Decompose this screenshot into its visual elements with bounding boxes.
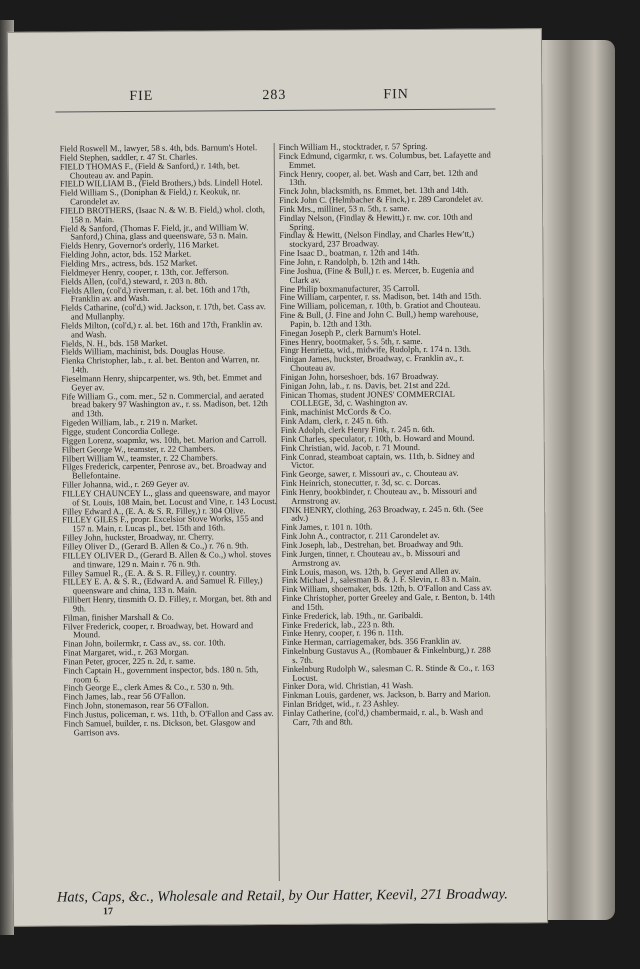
directory-entry: Fink Louis, mason, ws. 12th, b. Geyer and Allen av. [281,565,461,577]
directory-entry: Filges Frederick, carpenter, Penrose av., bet. Broadway and Bellefontaine. [61,460,267,481]
directory-entry: Filley Edward A., (E. A. & S. R. Filley,) r. 304 Olive. [62,504,246,517]
directory-entry: Finck Henry, cooper, al. bet. Wash and Carr, bet. 12th and 13th. [278,167,478,188]
directory-entry: Finkman Louis, gardener, ws. Jackson, b. Barry and Marion. [282,688,491,701]
directory-entry: Filbert George W., teamster, r. 22 Chambers. [61,443,216,455]
page-number: 283 [262,87,287,104]
directory-entry: Fienka Christopher, lab., r. al. bet. Benton and Warren, nr. 14th. [61,354,260,375]
directory-entry: Filman, finisher Marshall & Co. [62,611,174,623]
directory-entry: Finat Margaret, wid., r. 263 Morgan. [63,646,189,658]
directory-entry: Figge, student Concordia College. [61,425,180,437]
directory-entry: Fields Catharine, (col'd,) wid. Jackson, r. 17th, bet. Cass av. and Mullanphy. [60,301,266,322]
directory-entry: Findlay Nelson, (Findlay & Hewitt,) r. nw. cor. 10th and Spring. [279,211,473,232]
directory-entry: Fink Adam, clerk, r. 245 n. 6th. [280,415,389,427]
directory-entry: FIELD THOMAS F., (Field & Sanford,) r. 14th, bet. Chouteau av. and Papin. [59,159,240,180]
directory-entry: Finican Thomas, student JONES' COMMERCIAL COLLEGE, 3d, c. Washington av. [280,388,455,409]
directory-entry: Field William S., (Doniphan & Field,) r. Keokuk, nr. Carondelet av. [59,186,241,207]
directory-entry: Fine John, r. Randolph, b. 12th and 14th. [279,255,420,267]
directory-entry: Finigan John, lab., r. ns. Davis, bet. 21st and 22d. [280,379,451,391]
directory-entry: Fink Mrs., milliner, 53 n. 5th, r. same. [279,202,410,214]
directory-entry: Fields, N. H., bds. 158 Market. [61,337,168,349]
directory-entry: Fields William, machinist, bds. Douglas House. [61,345,226,357]
directory-entry: Fink Michael J., salesman B. & J. F. Slevin, r. 83 n. Main. [281,573,481,586]
directory-entry: Fine Joshua, (Fine & Bull,) r. es. Mercer, b. Eugenia and Clark av. [279,264,475,285]
directory-entry: Fieldmeyer Henry, cooper, r. 13th, cor. Jefferson. [60,266,229,278]
directory-entry: Fink Adolph, clerk Henry Fink, r. 245 n. 6th. [280,423,435,435]
directory-entry: Fields Allen, (col'd,) steward, r. 203 n. 8th. [60,275,208,287]
directory-entry: Finke Henry, cooper, r. 196 n. 11th. [282,627,404,639]
directory-entry: FIELD BROTHERS, (Isaac N. & W. B. Field,) whol. cloth, 158 n. Main. [60,203,265,225]
directory-entry: Fingr Henrietta, wid., midwife, Rudolph, r. 174 n. 13th. [280,344,472,356]
directory-entry: Finan Peter, grocer, 225 n. 2d, r. same. [63,655,196,667]
directory-entry: Finegan Joseph P., clerk Barnum's Hotel. [279,326,421,338]
directory-entry: Finch Captain H., government inspector, bds. 180 n. 5th, room 6. [63,663,259,685]
directory-entry: Fink, machinist McCords & Co. [280,406,392,418]
directory-entry: Filbert William W., teamster, r. 22 Chambers. [61,451,218,464]
directory-entry: Finan John, boilermkr, r. Cass av., ss. cor. 10th. [63,637,226,649]
directory-entry: Finke Herman, carriagemaker, bds. 356 Franklin av. [282,635,462,648]
directory-entry: Finker Dora, wid. Christian, 41 Wash. [282,680,414,692]
directory-entry: Fink James, r. 101 n. 10th. [281,521,373,533]
directory-entry: Finch James, lab., rear 56 O'Fallon. [63,690,186,702]
right-column [279,141,498,726]
directory-entry: FILLEY OLIVER D., (Gerard B. Allen & Co.,) whol. stoves and tinware, 129 n. Main r. 76 n. 9th. [62,548,272,570]
directory-entry: Fink Christian, wid. Jacob, r. 71 Mound. [280,441,420,453]
directory-entry: FILLEY E. A. & S. R., (Edward A. and Samuel R. Filley,) queensware and china, 133 n. Main. [62,575,263,596]
directory-entry: Finlan Bridget, wid., r. 23 Ashley. [282,698,400,710]
directory-entry: Fines Henry, bootmaker, 5 s. 5th, r. same. [280,335,423,347]
directory-entry: Finch Justus, policeman, r. ws. 11th, b. O'Fallon and Cass av. [63,708,274,720]
page-header [67,86,507,109]
directory-entry: Fink William, shoemaker, bds. 12th, b. O'Fallon and Cass av. [281,582,492,595]
directory-entry: Fink Henry, bookbinder, r. Chouteau av., b. Missouri and Armstrong av. [281,485,477,506]
directory-entry: Fielding John, actor, bds. 152 Market. [60,248,192,260]
directory-entry: Field Roswell M., lawyer, 58 s. 4th, bds. Barnum's Hotel. [59,142,258,154]
directory-entry: Finlay Catherine, (col'd,) chambermaid, r. al., b. Wash and Carr, 7th and 8th. [282,706,484,727]
directory-entry: Fine William, policeman, r. 10th, b. Gratiot and Chouteau. [279,299,481,312]
directory-entry: Fieselmann Henry, shipcarpenter, ws. 9th, bet. Emmet and Geyer av. [61,372,262,393]
directory-entry: Finigan James, huckster, Broadway, c. Franklin av., r. Chouteau av. [280,352,464,374]
directory-entry: FILLEY GILES F., propr. Excelsior Stove Works, 155 and 157 n. Main, r. Lucas pl., bet. 15th and 16th. [62,513,264,534]
footer-advertisement: Hats, Caps, &c., Wholesale and Retail, by Our Hatter, Keevil, 271 Broadway. [56,886,508,906]
directory-entry: Fine William, carpenter, r. ss. Madison, bet. 14th and 15th. [279,290,482,303]
directory-entry: Fink Conrad, steamboat captain, ws. 11th, b. Sidney and Victor. [280,450,475,471]
directory-entry: Fields Allen, (col'd,) riverman, r. al. bet. 16th and 17th, Franklin av. and Wash. [60,283,250,304]
directory-entry: Finch Samuel, builder, r. ns. Dickson, bet. Glasgow and Garrison avs. [63,717,256,738]
signature-mark: 17 [102,906,114,918]
directory-entry: Finkelnburg Rudolph W., salesman C. R. Stinde & Co., r. 163 Locust. [282,662,495,683]
directory-entry: Finke Christopher, porter Greeley and Gale, r. Benton, b. 14th and 15th. [281,591,495,612]
directory-entry: FINK HENRY, clothing, 263 Broadway, r. 245 n. 6th. (See adv.) [281,503,484,524]
header-left-guide: FIE [129,88,154,105]
directory-entry: Finigan John, horseshoer, bds. 167 Broadway. [280,370,439,382]
directory-page [7,28,548,927]
directory-entry: Figgen Lorenz, soapmkr, ws. 10th, bet. Marion and Carroll. [61,433,267,446]
directory-entry: Fine Isaac D., boatman, r. 12th and 14th. [279,247,420,259]
directory-entry: Fink Heinrich, stonecutter, r. 3d, sc. c. Dorcas. [281,476,441,489]
directory-entry: Filley Oliver D., (Gerard B. Allen & Co.,) r. 76 n. 9th. [62,540,249,552]
directory-entry: FILLEY CHAUNCEY L., glass and queensware, and mayor of St. Louis, 108 Main, bet. Locust and Vine, r. 143 Locust. [62,486,277,508]
directory-entry: Fink Jurgen, tinner, r. Chouteau av., b. Missouri and Armstrong av. [281,547,461,568]
directory-entry: Fink Joseph, lab., Destrehan, bet. Broadway and 9th. [281,538,464,550]
directory-entry: Fields Henry, Governor's orderly, 116 Market. [60,239,220,251]
directory-entry: Fillibert Henry, tinsmith O. D. Filley, r. Morgan, bet. 8th and 9th. [62,593,272,614]
directory-entry: Fife William G., com. mer., 52 n. Commercial, and aerated bread bakery 97 Washington av., r. ss. Madison, bet. 12th and 13th. [61,389,268,419]
directory-entry: Fine & Bull, (J. Fine and John C. Bull,) hemp warehouse, Papin, b. 12th and 13th. [279,308,479,329]
directory-entry: Figeden William, lab., r. 219 n. Market. [61,416,198,428]
header-right-guide: FIN [383,87,409,103]
directory-entry: Field Stephen, saddler, r. 47 St. Charles. [59,151,198,163]
directory-entry: FIELD WILLIAM B., (Field Brothers,) bds. Lindell Hotel. [59,177,263,189]
directory-entry: Finch William H., stocktrader, r. 57 Spring. [278,140,428,152]
directory-entry: Finck John C. (Helmbacher & Finck,) r. 289 Carondelet av. [279,193,484,206]
directory-entry: Filley John, huckster, Broadway, nr. Cherry. [62,531,214,543]
directory-entry: Fink Charles, speculator, r. 10th, b. Howard and Mound. [280,432,475,444]
directory-entry: Filver Frederick, cooper, r. Broadway, bet. Howard and Mound. [62,619,254,640]
directory-entry: Fink George, sawer, r. Missouri av., c. Chouteau av. [280,467,459,480]
left-column [60,143,279,737]
directory-entry: Field & Sanford, (Thomas F. Field, jr., and William W. Sanford,) China, glass and queensware, 53 n. Main. [60,221,249,242]
directory-entry: Finck Edmund, cigarmkr, r. ws. Columbus, bet. Lafayette and Emmet. [278,149,491,170]
directory-entry: Finke Frederick, lab., 223 n. 8th. [281,618,395,630]
directory-entry: Finkelnburg Gustavus A., (Rombauer & Finkelnburg,) r. 288 s. 7th. [282,644,491,665]
directory-entry: Finch George E., clerk Ames & Co., r. 530 n. 9th. [63,681,235,693]
directory-entry: Finke Frederick, lab. 19th., nr. Garibaldi. [281,609,424,621]
directory-entry: Fink John A., contractor, r. 211 Carondelet av. [281,529,440,542]
directory-entry: Fine Philip boxmanufacturer, 35 Carroll. [279,282,420,294]
directory-entry: Filley Samuel R., (E. A. & S. R. Filley,) r. country. [62,566,237,579]
directory-entry: Fielding Mrs., actress, bds. 152 Market. [60,257,198,269]
directory-entry: Fields Milton, (col'd,) r. al. bet. 16th and 17th, Franklin av. and Wash. [60,318,263,340]
directory-entry: Finck John, blacksmith, ns. Emmet, bet. 13th and 14th. [278,184,469,197]
directory-entry: Filler Johanna, wid., r. 269 Geyer av. [62,478,190,490]
directory-entry: Findlay & Hewitt, (Nelson Findlay, and Charles Hew'tt,) stockyard, 237 Broadway. [279,229,475,250]
directory-entry: Finch John, stonemason, rear 56 O'Fallon. [63,699,209,711]
